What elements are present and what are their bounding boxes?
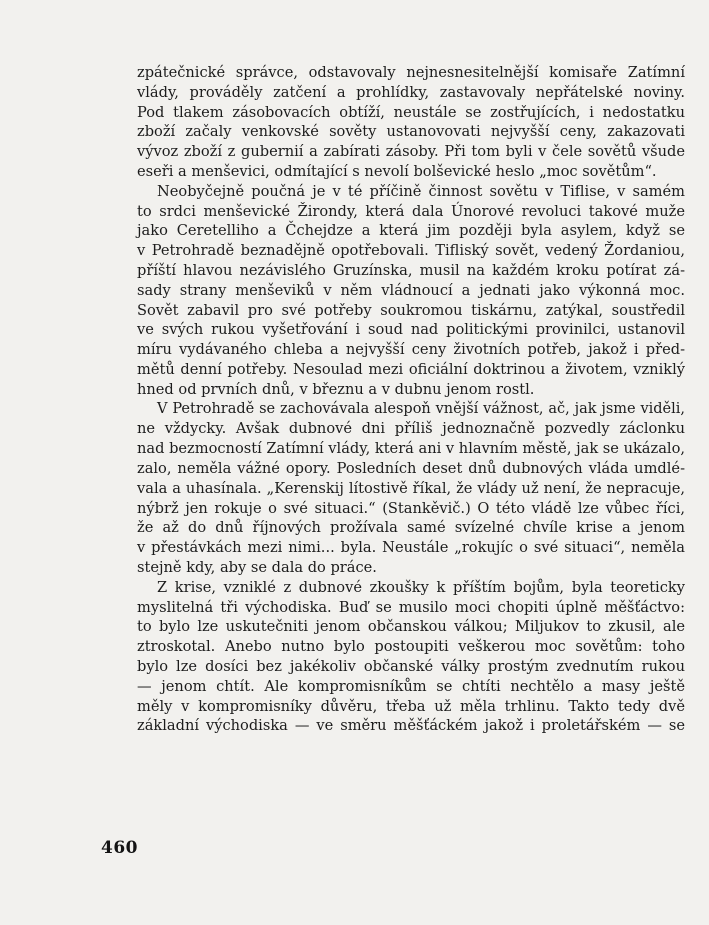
text-line: hned od prvních dnů, v březnu a v dubnu jenom rostl. [137,380,535,398]
text-line: příští hlavou nezávislého Gruzínska, musil na každém kroku potírat zá- [137,261,685,279]
text-line: měly v kompromisníky důvěru, třeba už měla trhlinu. Takto tedy dvě [137,697,685,715]
text-line: ztroskotal. Anebo nutno bylo postoupiti veškerou moc sovětům: toho [137,638,685,656]
text-line: jako Ceretelliho a Čchejdze a která jim později byla asylem, když se [137,222,685,240]
text-line: vlády, prováděly zatčení a prohlídky, zastavovaly nepřátelské noviny. [137,83,685,101]
text-line: zalo, neměla vážné opory. Posledních deset dnů dubnových vláda umdlé- [137,459,685,477]
text-line: sady strany menševiků v něm vládnoucí a jednati jako výkonná moc. [137,281,685,299]
paragraph [137,182,685,400]
body-text [137,63,685,736]
text-line: zpátečnické správce, odstavovaly nejnesnesitelnější komisaře Zatímní [137,64,685,81]
text-line: vývoz zboží z gubernií a zabírati zásoby. Při tom byli v čele sovětů všude [137,143,685,161]
text-line: eseři a menševici, odmítající s nevolí bolševické heslo „moc sovětům“. [137,162,657,180]
text-line: bylo lze dosíci bez jakékoliv občanské války prostým zvednutím rukou [137,657,685,675]
text-line: v Petrohradě beznadějně opotřebovali. Tifliský sovět, vedený Žordaniou, [137,242,685,260]
text-line: ve svých rukou vyšetřování i soud nad politickými provinilci, ustanovil [137,321,685,339]
text-line: v přestávkách mezi nimi... byla. Neustále „rokujíc o své situaci“, neměla [137,539,685,557]
text-line: Neobyčejně poučná je v té příčině činnost sovětu v Tiflise, v samém [157,182,685,200]
text-line: Z krise, vzniklé z dubnové zkoušky k příštím bojům, byla teoreticky [157,578,685,596]
page-number: 460 [101,838,138,858]
paragraph [137,578,685,736]
text-line: zboží začaly venkovské sověty ustanovovati nejvyšší ceny, zakazovati [137,123,685,141]
text-line: že až do dnů říjnových prožívala samé svízelné chvíle krise a jenom [137,519,685,537]
text-line: V Petrohradě se zachovávala alespoň vnější vážnost, ač, jak jsme viděli, [157,400,685,417]
text-line: Sovět zabavil pro své potřeby soukromou tiskárnu, zatýkal, soustředil [137,301,685,319]
text-line: míru vydávaného chleba a nejvyšší ceny životních potřeb, jakož i před- [137,341,685,359]
text-line: myslitelná tři východiska. Buď se musilo moci chopiti úplně měšťáctvo: [137,598,685,616]
text-line: nýbrž jen rokuje o své situaci.“ (Stankěvič.) O této vládě lze vůbec říci, [137,499,685,517]
text-line: ne vždycky. Avšak dubnové dni příliš jednoznačně pozvedly záclonku [137,420,685,438]
text-line: to bylo lze uskutečniti jenom občanskou válkou; Miljukov to zkusil, ale [137,618,685,636]
text-line: to srdci menševické Žirondy, která dala Únorové revoluci takové muže [137,202,685,220]
text-line: nad bezmocností Zatímní vlády, která ani v hlavním městě, jak se ukázalo, [137,440,685,458]
paragraph [137,400,685,578]
text-line: stejně kdy, aby se dala do práce. [137,558,377,576]
text-line: Pod tlakem zásobovacích obtíží, neustále se zostřujících, i nedostatku [137,103,685,121]
text-line: — jenom chtít. Ale kompromisníkům se chtíti nechtělo a masy ještě [137,677,685,695]
paragraph [137,63,685,182]
text-line: vala a uhasínala. „Kerenskij lítostivě říkal, že vlády už není, že nepracuje, [137,479,685,497]
text-line: mětů denní potřeby. Nesoulad mezi oficiální doktrinou a životem, vzniklý [137,360,685,378]
text-line: základní východiska — ve směru měšťáckém jakož i proletářském — se [137,717,685,735]
